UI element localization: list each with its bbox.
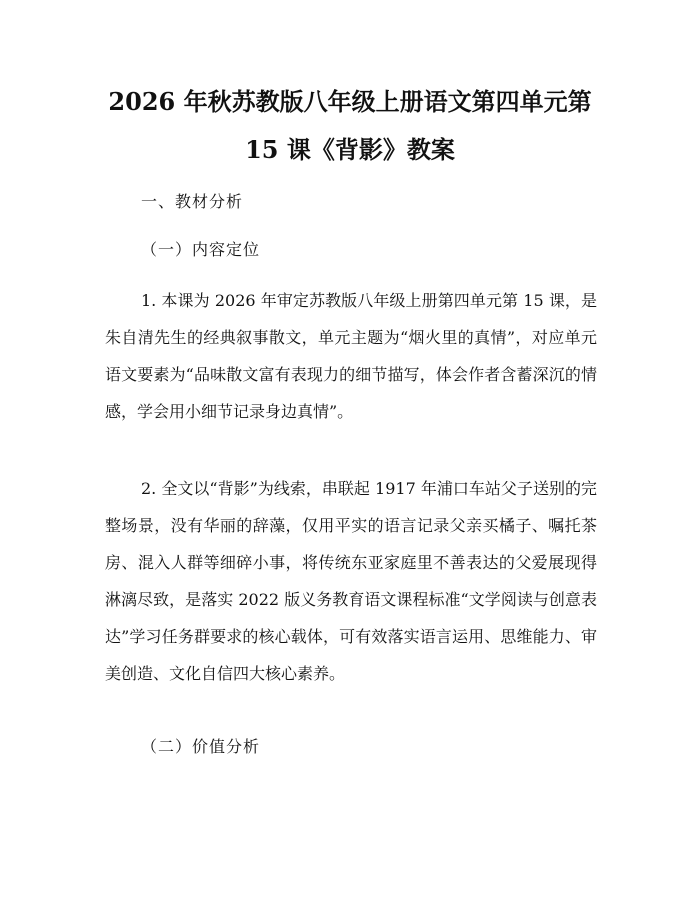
paragraph-2: 2. 全文以“背影”为线索，串联起 1917 年浦口车站父子送别的完整场景，没有华丽的辞藻，仅用平实的语言记录父亲买橘子、嘱托茶房、混入人群等细碎小事，将传统东亚家庭里不善表达的父爱展现得淋漓尽致，是落实 2022 版义务教育语文课程标准“文学阅读与创意表达”学习任务群要求的核心载体，可有效落实语言运用、思维能力、审美创造、文化自信四大核心素养。 xyxy=(105,479,597,683)
paragraph-1: 1. 本课为 2026 年审定苏教版八年级上册第四单元第 15 课，是朱自清先生的经典叙事散文，单元主题为“烟火里的真情”，对应单元语文要素为“品味散文富有表现力的细节描写，体会作者含蓄深沉的情感，学会用小细节记录身边真情”。 xyxy=(105,291,597,421)
document-title-line-2: 15 课《背影》教案 xyxy=(245,135,455,164)
section-heading-textbook-analysis: 一、教材分析 xyxy=(141,192,244,211)
document-title-line-1: 2026 年秋苏教版八年级上册语文第四单元第 xyxy=(108,87,592,116)
subsection-heading-value-analysis: （二）价值分析 xyxy=(141,737,261,756)
subsection-heading-content-positioning: （一）内容定位 xyxy=(141,240,261,259)
